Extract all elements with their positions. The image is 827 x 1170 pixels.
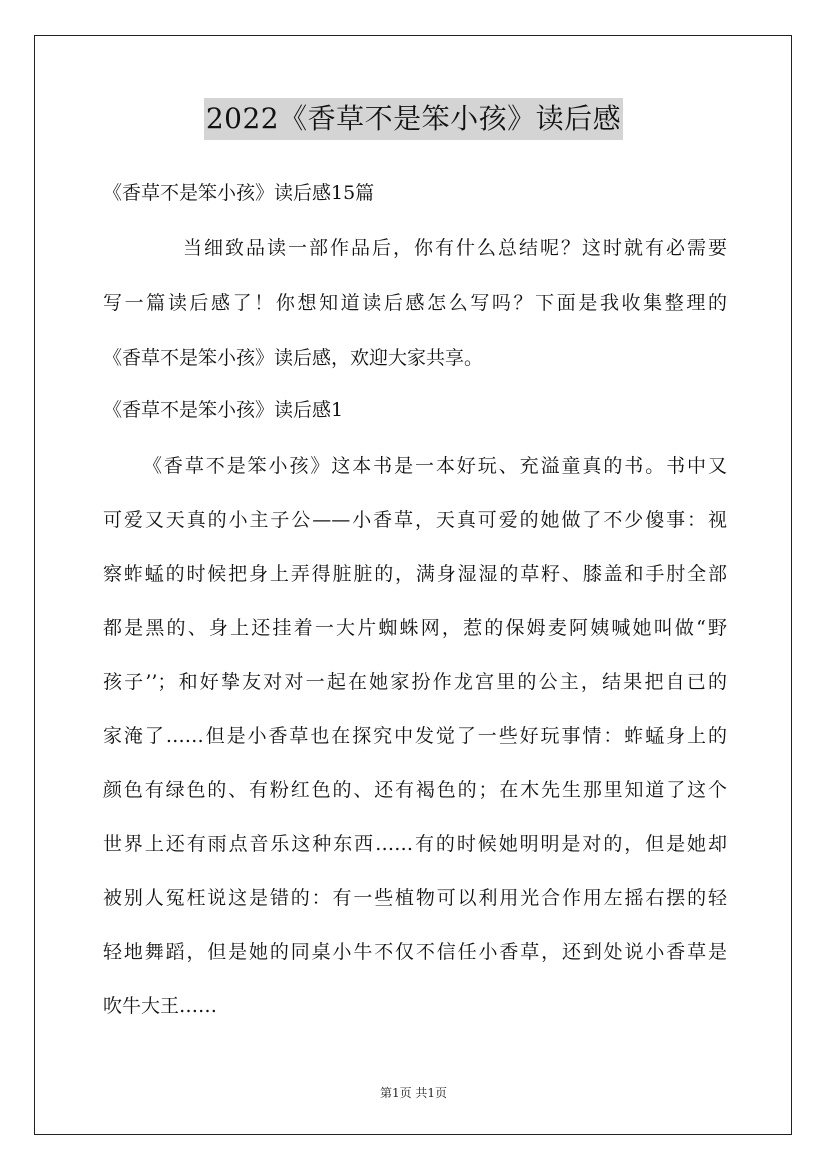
- body-line-1: 《香草不是笨小孩》这本书是一本好玩、充溢童真的书。书中又: [143, 455, 727, 477]
- body-line-2: 可爱又天真的小主子公——小香草，天真可爱的她做了不少傻事：视: [103, 509, 727, 531]
- body-line-5: 孩子’’；和好挚友对对一起在她家扮作龙宫里的公主，结果把自已的: [103, 671, 727, 693]
- document-title: 2022《香草不是笨小孩》读后感: [204, 98, 623, 140]
- body-line-9: 被别人冤枉说这是错的：有一些植物可以利用光合作用左摇右摆的轻: [103, 887, 727, 909]
- body-line-8: 世界上还有雨点音乐这种东西……有的时候她明明是对的，但是她却: [103, 833, 727, 855]
- body-line-10: 轻地舞蹈，但是她的同桌小牛不仅不信任小香草，还到处说小香草是: [103, 941, 727, 963]
- body-line-11: 吹牛大王……: [103, 995, 218, 1017]
- body-line-4: 都是黑的、身上还挂着一大片蜘蛛网，惹的保姆麦阿姨喊她叫做“野: [103, 617, 727, 639]
- intro-line-2: 写一篇读后感了！你想知道读后感怎么写吗？下面是我收集整理的: [103, 292, 727, 314]
- body-line-6: 家淹了……但是小香草也在探究中发觉了一些好玩事情：蚱蜢身上的: [103, 725, 727, 747]
- body-line-3: 察蚱蜢的时候把身上弄得脏脏的，满身湿湿的草籽、膝盖和手肘全部: [103, 563, 727, 585]
- title-wrapper: [0, 98, 827, 140]
- body-line-7: 颜色有绿色的、有粉红色的、还有褐色的；在木先生那里知道了这个: [103, 779, 727, 801]
- intro-line-1: 当细致品读一部作品后，你有什么总结呢？这时就有必需要: [183, 237, 727, 259]
- section-heading: 《香草不是笨小孩》读后感1: [103, 399, 344, 421]
- intro-line-3: 《香草不是笨小孩》读后感，欢迎大家共享。: [103, 347, 484, 369]
- document-heading: 《香草不是笨小孩》读后感15篇: [103, 182, 375, 204]
- page-footer: 第1页 共1页: [379, 1086, 448, 1100]
